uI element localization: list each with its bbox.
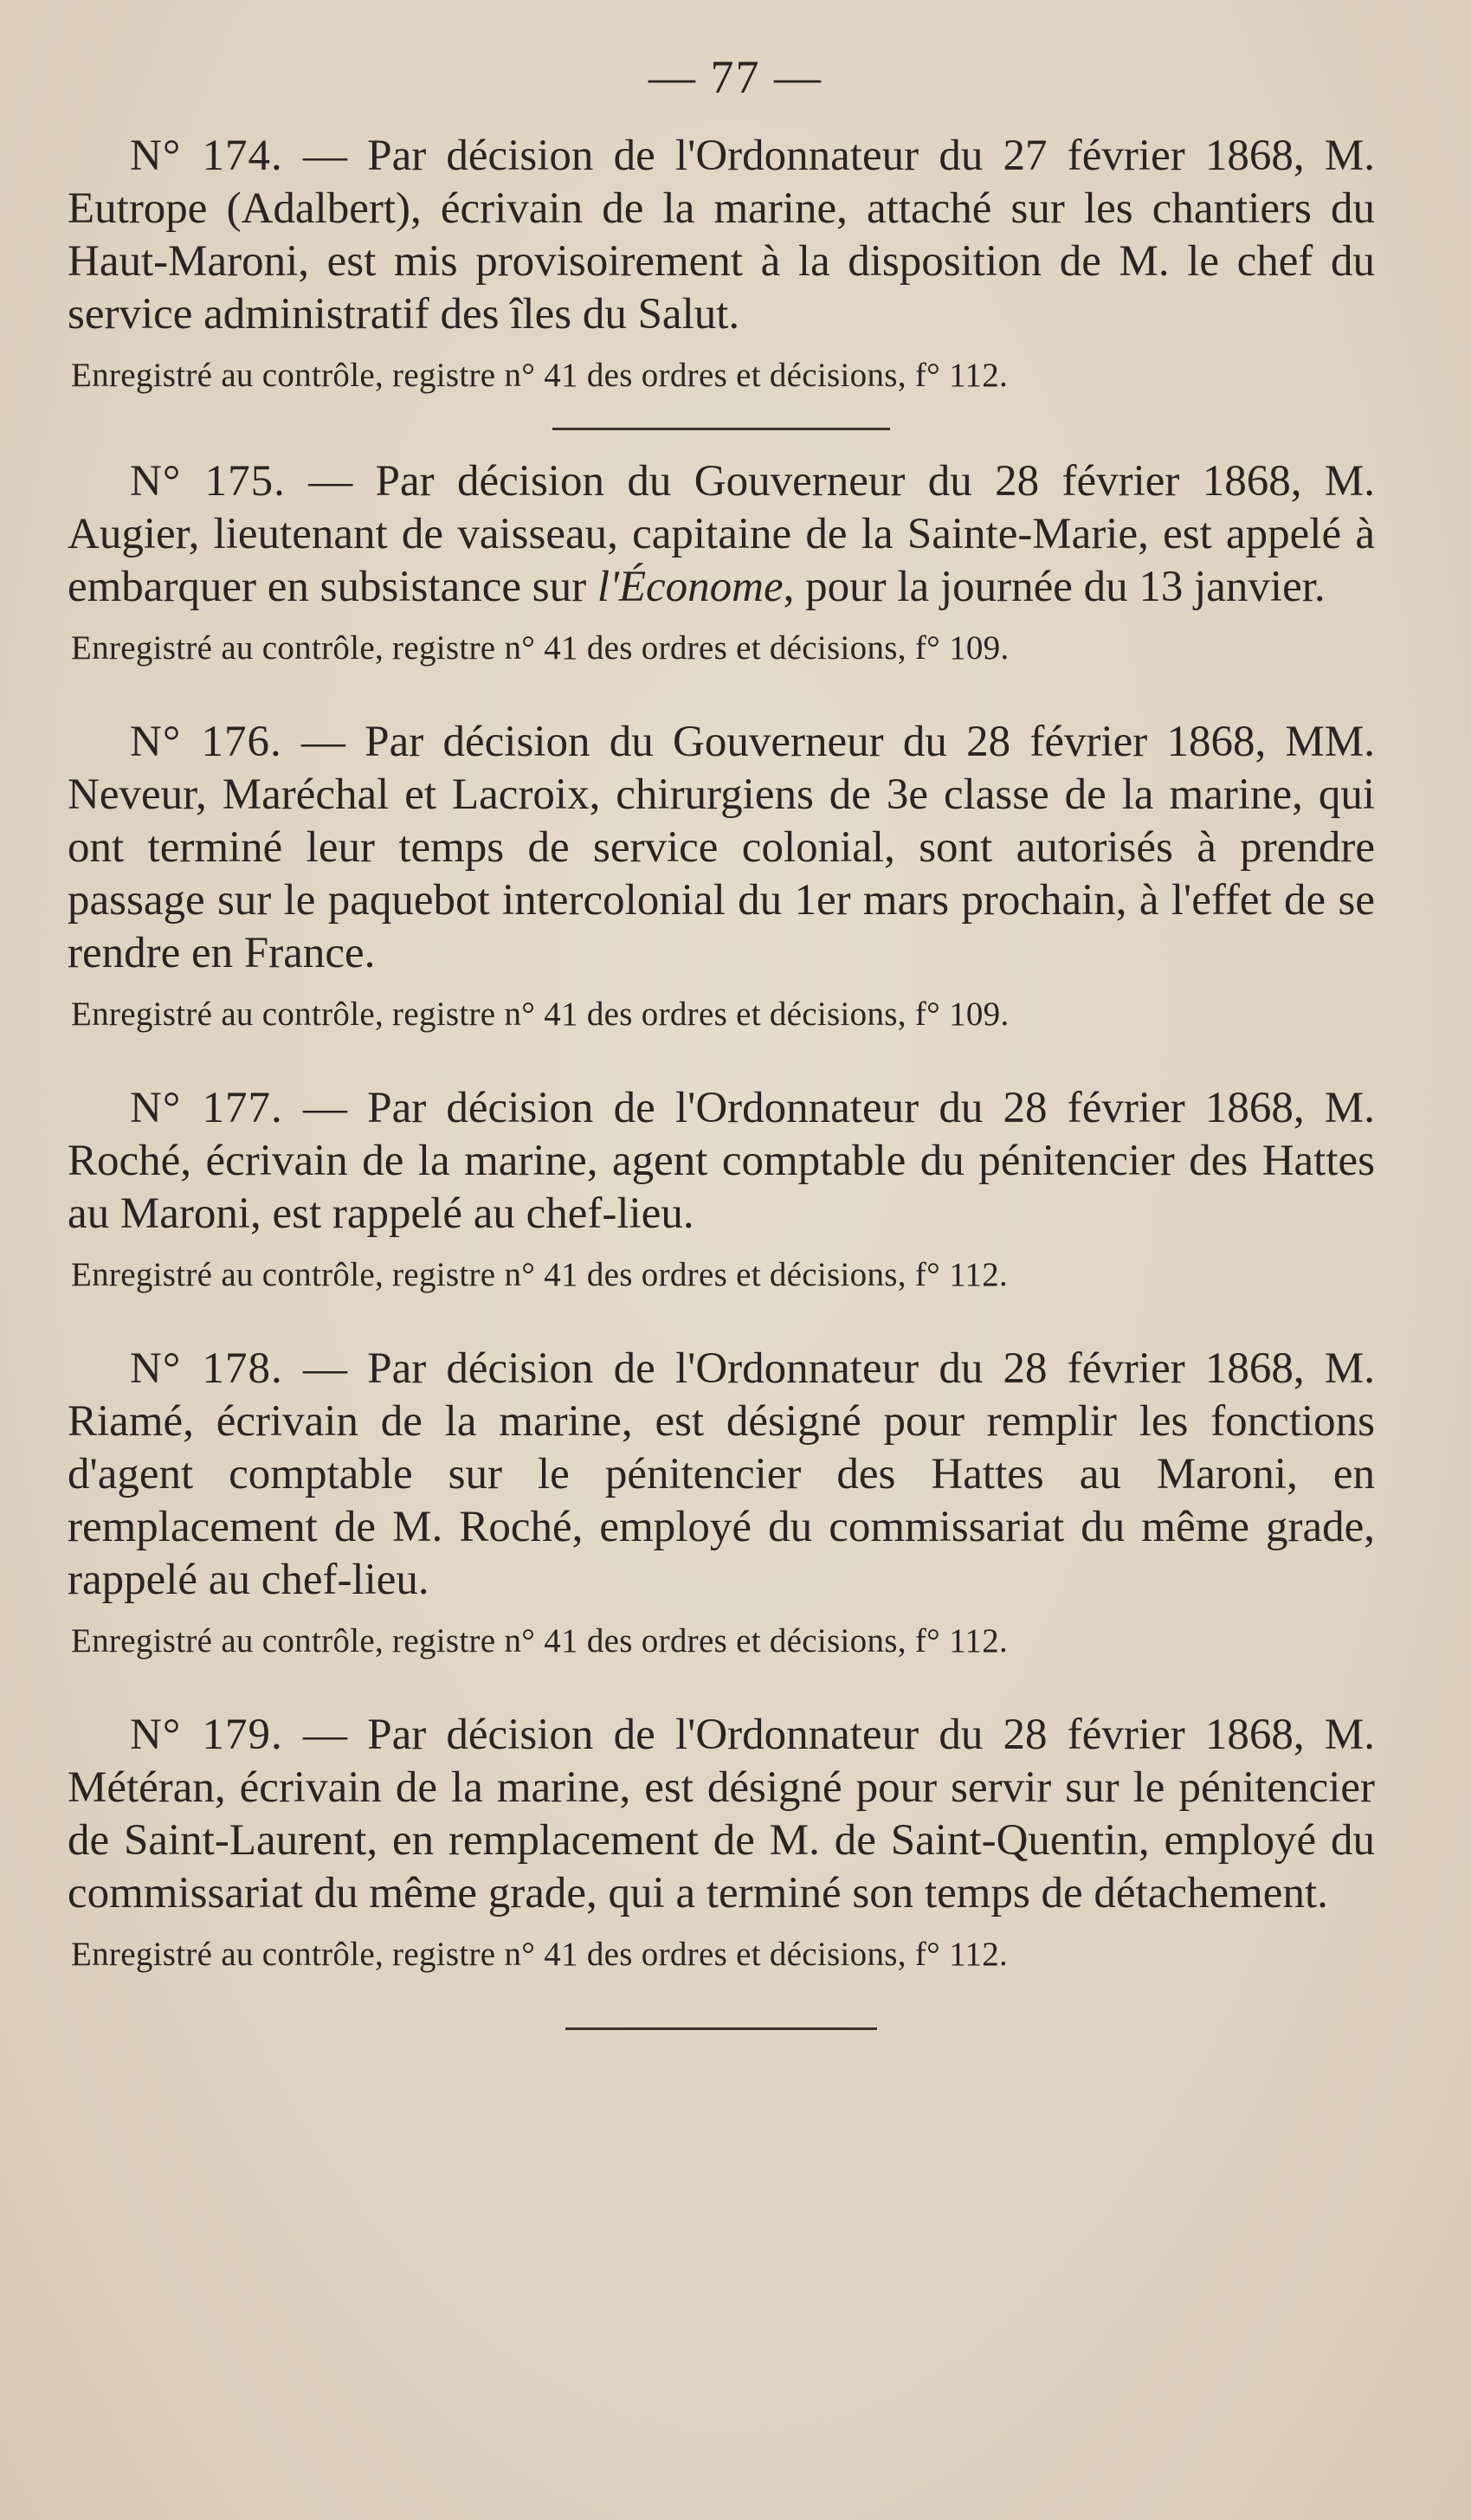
decision-text [68,1709,1375,1920]
decision-number: N° 175. [130,457,286,506]
decision-number: N° 177. [130,1084,283,1132]
ship-name: l'Économe [597,563,784,611]
registration-note: Enregistré au contrôle, registre n° 41 des ordres et décisions, f° 109. [71,629,1010,667]
decision-body: — Par décision du Gouverneur du 28 février 1868, M. Augier, lieutenant de vaisseau, capitaine de la Sainte-Marie, est appelé à embarquer en subsistance sur [68,457,1375,611]
decision-body: — Par décision de l'Ordonnateur du 28 février 1868, M. Météran, écrivain de la marine, est désigné pour servir sur le pénitencier de Saint-Laurent, en remplacement de M. de Saint-Quentin, employé du commissariat du même grade, qui a terminé son temps de détachement. [68,1711,1376,1917]
decision-body: — Par décision du Gouverneur du 28 février 1868, MM. Neveur, Maréchal et Lacroix, chirurgiens de 3e classe de la marine, qui ont terminé leur temps de service colonial, sont autorisés à prendre passage sur le paquebot intercolonial du 1er mars prochain, à l'effet de se rendre en France. [68,718,1375,977]
end-rule [565,2027,877,2030]
registration-note: Enregistré au contrôle, registre n° 41 des ordres et décisions, f° 112. [71,357,1009,394]
decision-number: N° 174. [130,132,283,180]
registration-note: Enregistré au contrôle, registre n° 41 des ordres et décisions, f° 112. [71,1622,1009,1660]
decision-number: N° 176. [130,718,282,766]
decision-entry-177 [68,1082,1375,1298]
decision-text [68,455,1375,614]
decision-entry-174 [68,130,1375,398]
decision-number: N° 178. [130,1344,283,1393]
page-number: — 77 — [648,51,823,103]
decision-body: — Par décision de l'Ordonnateur du 28 février 1868, M. Roché, écrivain de la marine, agent comptable du pénitencier des Hattes au Maroni, est rappelé au chef-lieu. [68,1084,1376,1238]
decision-text [68,1082,1375,1241]
registration-note: Enregistré au contrôle, registre n° 41 des ordres et décisions, f° 112. [71,1256,1009,1293]
registration-note: Enregistré au contrôle, registre n° 41 des ordres et décisions, f° 109. [71,996,1010,1033]
registration-note: Enregistré au contrôle, registre n° 41 des ordres et décisions, f° 112. [71,1936,1009,1973]
decision-entry-176 [68,716,1375,1037]
decision-entry-175 [68,455,1375,671]
decision-number: N° 179. [130,1711,283,1759]
decision-text [68,1343,1375,1607]
decision-text [68,716,1375,980]
decision-body: — Par décision de l'Ordonnateur du 28 février 1868, M. Riamé, écrivain de la marine, est désigné pour remplir les fonctions d'agent comptable sur le pénitencier des Hattes au Maroni, en remplacement de M. Roché, employé du commissariat du même grade, rappelé au chef-lieu. [68,1344,1376,1604]
decision-entry-179 [68,1709,1375,1977]
decision-body-end: , pour la journée du 13 janvier. [783,563,1326,611]
separator-rule [552,428,890,430]
decision-text [68,130,1375,341]
decision-list [68,130,1375,2030]
decision-body: — Par décision de l'Ordonnateur du 27 février 1868, M. Eutrope (Adalbert), écrivain de la marine, attaché sur les chantiers du Haut-Maroni, est mis provisoirement à la disposition de M. le chef du service administratif des îles du Salut. [68,132,1376,338]
decision-entry-178 [68,1343,1375,1664]
